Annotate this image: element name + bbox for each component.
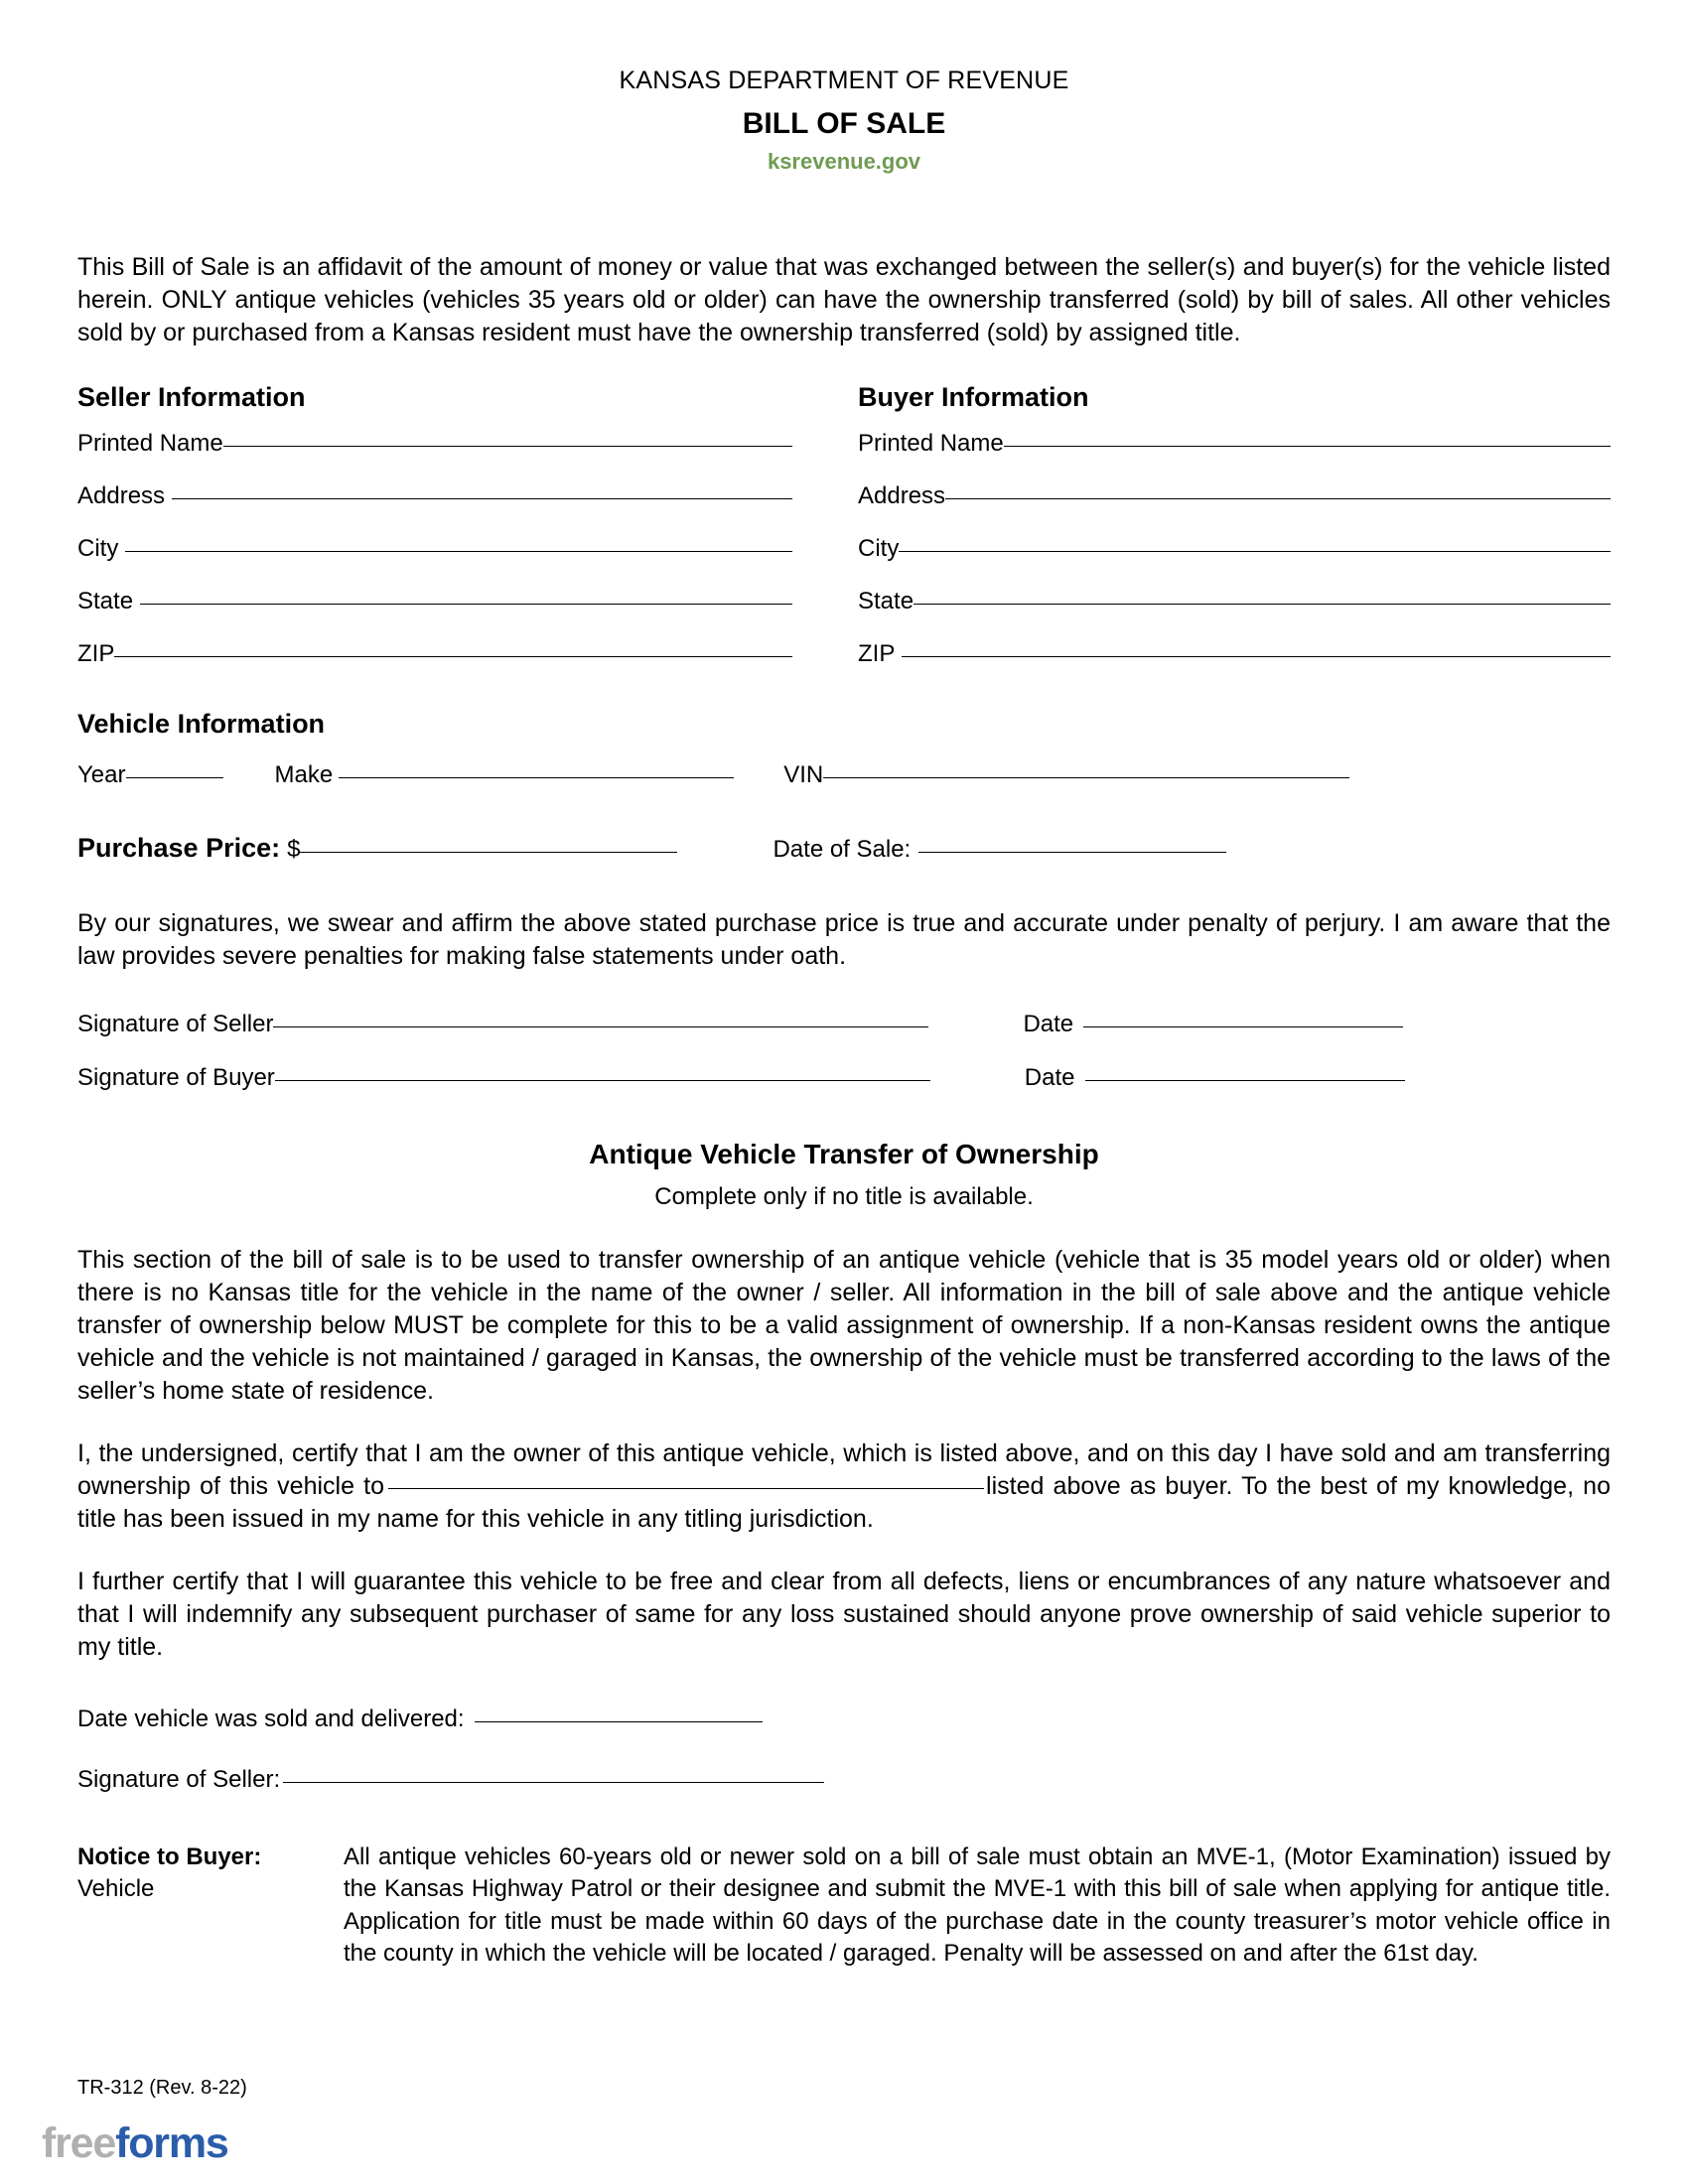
oath-paragraph: By our signatures, we swear and affirm the above stated purchase price is true and accurate under penalty of perjury. I am aware that the law provides severe penalties for making false statements under oath. [77, 909, 1611, 971]
vehicle-vin-label: VIN [783, 761, 824, 789]
buyer-zip-label: ZIP [858, 640, 896, 668]
seller-zip-row [77, 640, 844, 668]
seller-signature-input[interactable] [273, 1026, 928, 1027]
seller-signature-row [77, 1011, 1611, 1038]
seller-address-label: Address [77, 482, 166, 510]
antique-paragraph-2 [77, 1437, 1611, 1536]
intro-paragraph: This Bill of Sale is an affidavit of the amount of money or value that was exchanged between the seller(s) and buyer(s) for the vehicle listed herein. ONLY antique vehicles (vehicles 35 years old or older) can have the ownership transferred (sold) by bill of sales. All other vehicles sold by or purchased from a Kansas resident must have the ownership transferred (sold) by assigned title. [77, 252, 1611, 346]
freeforms-logo-forms: forms [115, 2119, 228, 2167]
buyer-printed-name-label: Printed Name [858, 430, 1004, 458]
vehicle-fields-row [77, 761, 1611, 789]
agency-website-link[interactable]: ksrevenue.gov [767, 148, 921, 174]
seller-state-label: State [77, 588, 134, 615]
notice-to-buyer-body: All antique vehicles 60-years old or newer sold on a bill of sale must obtain an MVE-1, (Motor Examination) issued by the Kansas Highway Patrol or their designee and submit the MVE-1 with this bill of sale when applying for antique title. Application for title must be made within 60 days of the purchase date in the county treasurer’s motor vehicle office in the county in which the vehicle will be located / garaged. Penalty will be assessed on and after the 61st day. [344, 1843, 1611, 1967]
vehicle-year-label: Year [77, 761, 126, 789]
purchase-price-row [77, 833, 1611, 864]
buyer-signature-date-label: Date [1024, 1064, 1075, 1092]
buyer-address-label: Address [858, 482, 946, 510]
page-title: BILL OF SALE [742, 106, 946, 140]
dollar-sign-icon: $ [287, 836, 301, 864]
date-vehicle-sold-label: Date vehicle was sold and delivered: [77, 1706, 465, 1733]
antique-paragraph-3: I further certify that I will guarantee this vehicle to be free and clear from all defects, liens or encumbrances of any nature whatsoever and that I will indemnify any subsequent purchaser of same for any loss sustained should anyone prove ownership of said vehicle superior to my title. [77, 1568, 1611, 1662]
vehicle-information-heading: Vehicle Information [77, 709, 326, 740]
buyer-zip-input[interactable] [902, 656, 1611, 657]
seller-information-column [77, 383, 844, 669]
purchase-price-label: Purchase Price: [77, 833, 281, 864]
buyer-address-input[interactable] [945, 498, 1611, 499]
buyer-state-input[interactable] [914, 604, 1611, 605]
antique-seller-signature-row [77, 1766, 1611, 1794]
vehicle-make-input[interactable] [339, 777, 734, 778]
seller-printed-name-row [77, 430, 844, 458]
notice-to-buyer-section [77, 1842, 1611, 1970]
buyer-city-input[interactable] [899, 551, 1611, 552]
notice-to-buyer-label-column [77, 1842, 344, 1970]
buyer-signature-row [77, 1064, 1611, 1092]
freeforms-logo-free: free [42, 2119, 116, 2167]
buyer-city-label: City [858, 535, 900, 563]
document-content [77, 0, 1611, 1970]
buyer-information-column [844, 383, 1611, 669]
buyer-information-heading: Buyer Information [858, 381, 1089, 412]
seller-address-row [77, 482, 844, 510]
antique-paragraph-1: This section of the bill of sale is to be used to transfer ownership of an antique vehicle (vehicle that is 35 model years old or older) when there is no Kansas title for the vehicle in the name of the owner / seller. All information in the bill of sale above and the antique vehicle transfer of ownership below MUST be complete for this to be a valid assignment of ownership. If a non-Kansas resident owns the antique vehicle and the vehicle is not maintained / garaged in Kansas, the ownership of the vehicle must be transferred according to the laws of the seller’s home state of residence. [77, 1246, 1611, 1406]
seller-signature-date-label: Date [1023, 1011, 1074, 1038]
buyer-signature-label: Signature of Buyer [77, 1064, 275, 1092]
seller-city-label: City [77, 535, 119, 563]
antique-transfer-heading: Antique Vehicle Transfer of Ownership [589, 1139, 1099, 1170]
notice-to-buyer-label: Notice to Buyer: [77, 1843, 262, 1871]
notice-to-buyer-label-secondary: Vehicle [77, 1875, 155, 1903]
seller-printed-name-input[interactable] [223, 446, 792, 447]
seller-city-input[interactable] [125, 551, 792, 552]
seller-state-input[interactable] [140, 604, 792, 605]
vehicle-year-input[interactable] [126, 777, 223, 778]
seller-state-row [77, 588, 844, 615]
date-vehicle-sold-input[interactable] [475, 1721, 763, 1722]
antique-transferee-name-input[interactable] [388, 1488, 984, 1489]
agency-name: KANSAS DEPARTMENT OF REVENUE [619, 67, 1069, 94]
buyer-city-row [858, 535, 1611, 563]
seller-information-heading: Seller Information [77, 381, 306, 412]
antique-seller-signature-label: Signature of Seller: [77, 1766, 281, 1794]
buyer-printed-name-input[interactable] [1004, 446, 1611, 447]
antique-seller-signature-input[interactable] [283, 1782, 824, 1783]
date-of-sale-label: Date of Sale: [773, 836, 912, 864]
buyer-state-row [858, 588, 1611, 615]
seller-signature-date-input[interactable] [1083, 1026, 1403, 1027]
form-number: TR-312 (Rev. 8-22) [77, 2077, 247, 2099]
freeforms-logo [42, 2119, 228, 2167]
date-vehicle-sold-row [77, 1706, 1611, 1733]
date-of-sale-input[interactable] [918, 852, 1226, 853]
seller-zip-input[interactable] [114, 656, 792, 657]
antique-paragraph-2-text-after: listed above as buyer. To the best of my knowledge, no title has been issued in my name for this vehicle in any titling jurisdiction. [77, 1472, 1611, 1534]
buyer-signature-date-input[interactable] [1085, 1080, 1405, 1081]
seller-address-input[interactable] [172, 498, 792, 499]
antique-transfer-subheading: Complete only if no title is available. [654, 1182, 1034, 1210]
buyer-state-label: State [858, 588, 914, 615]
seller-city-row [77, 535, 844, 563]
buyer-signature-input[interactable] [275, 1080, 930, 1081]
seller-printed-name-label: Printed Name [77, 430, 223, 458]
seller-signature-label: Signature of Seller [77, 1011, 274, 1038]
buyer-zip-row [858, 640, 1611, 668]
purchase-price-input[interactable] [300, 852, 677, 853]
vehicle-make-label: Make [274, 761, 334, 789]
buyer-printed-name-row [858, 430, 1611, 458]
buyer-address-row [858, 482, 1611, 510]
seller-zip-label: ZIP [77, 640, 115, 668]
antique-paragraph-2-text-before: I, the undersigned, certify that I am the owner of this antique vehicle, which is listed above, and on this day I have sold and am transferring ownership of this vehicle to [77, 1439, 1611, 1501]
party-information-section [77, 383, 1611, 669]
vehicle-vin-input[interactable] [823, 777, 1349, 778]
